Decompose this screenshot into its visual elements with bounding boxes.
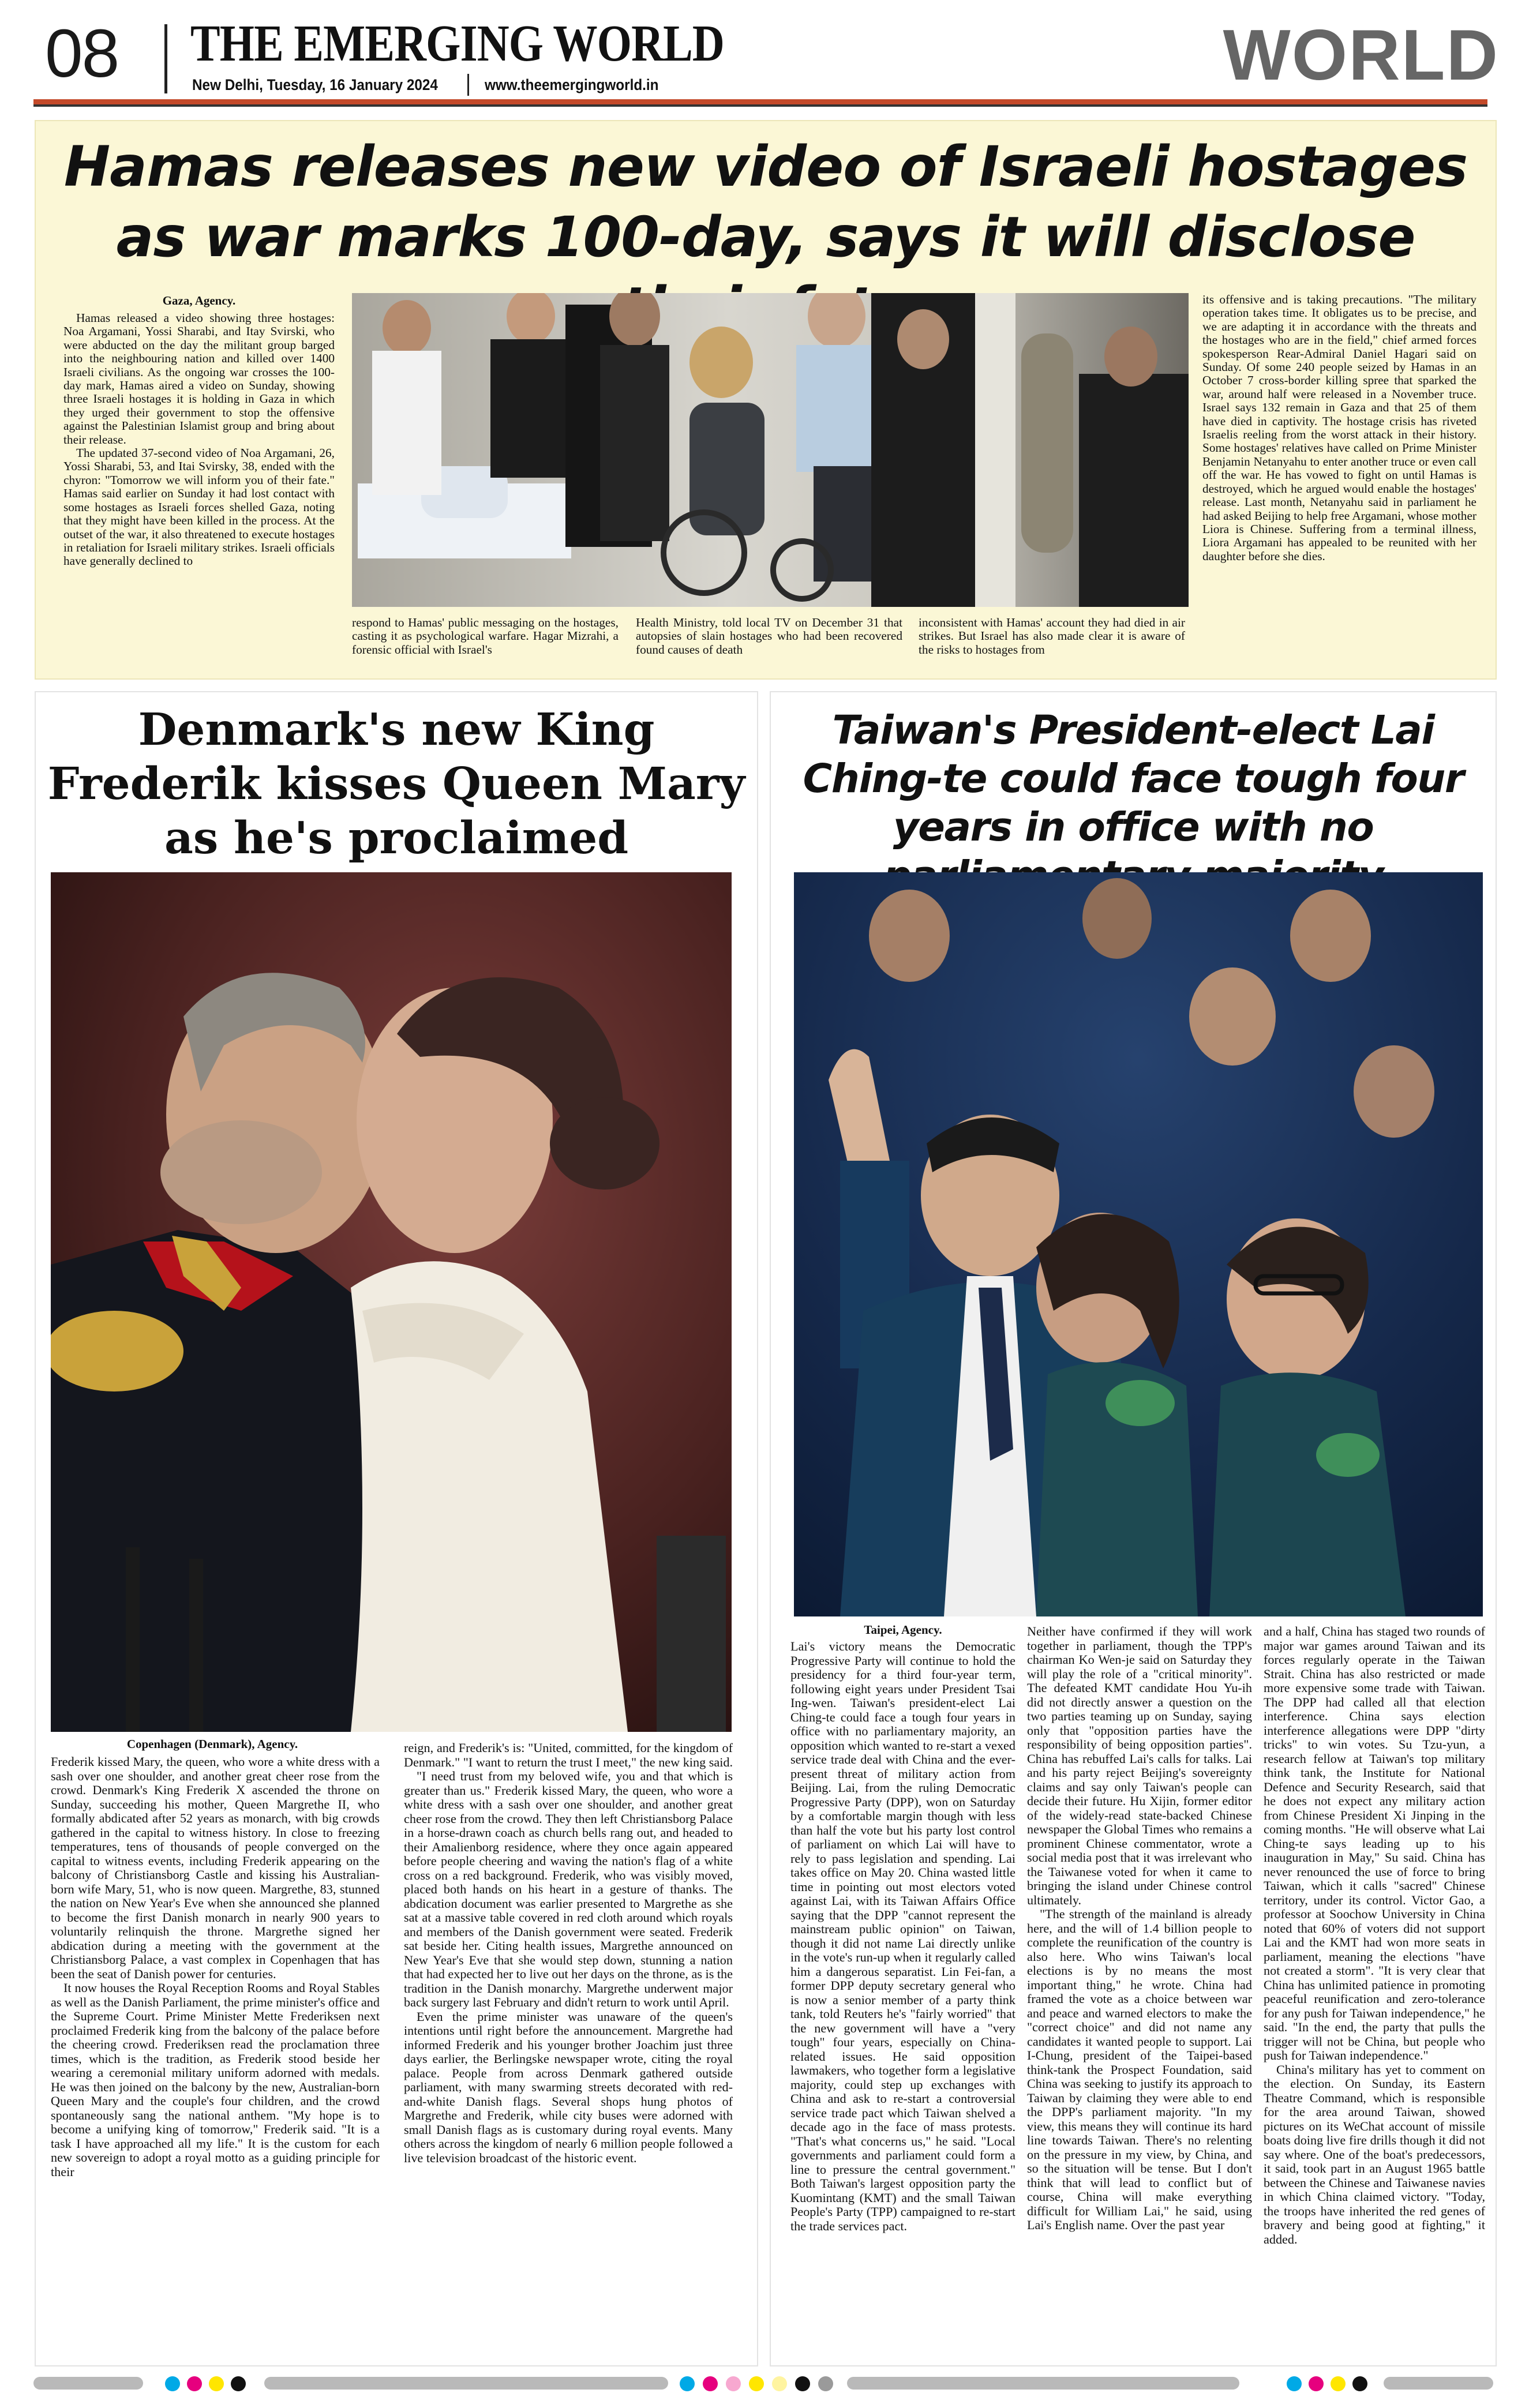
top-story-paragraph: Health Ministry, told local TV on December 31 that autopsies of slain hostages who had been recovered found causes of death [636,616,902,657]
taiwan-story-column-1 [790,1640,1015,2355]
top-story-column-1 [63,293,335,672]
denmark-story-paragraph: reign, and Frederik's is: "United, committed, for the kingdom of Denmark." "I want to return the trust I meet," the new king said. [404,1741,733,1769]
denmark-story-paragraph: It now houses the Royal Reception Rooms and Royal Stables as well as the Danish Parliament, the prime minister's office and the Supreme Court. Prime Minister Mette Frederiksen next proclaimed Frederik king from the balcony of the palace before the cheering crowd. Frederiksen read the proclamation three times, which is the tradition, as Frederik stood beside her wearing a ceremonial military uniform adorned with medals. He was then joined on the balcony by the new, Australian-born Queen Mary and the couple's four children, and the crowd spontaneously sang the national anthem. "My hope is to become a unifying king of tomorrow," Frederik said. "It is a task I have approached all my life." It is the custom for each new sovereign to adopt a royal motto as a guiding principle for their [51,1981,380,2179]
hostages-photo [352,293,1189,607]
taiwan-story-headline: Taiwan's President-elect Lai Ching-te could face tough four years in office with no [803,707,1464,850]
newspaper-name: THE EMERGING WORLD [190,15,724,72]
denmark-story-paragraph: Even the prime minister was unaware of the queen's intentions until right before the announcement. Margrethe had informed Frederik and his younger brother Joachim just three days earlier, the Berlingske newspaper wrote, citing the royal palace. People from across Denmark gathered outside parliament, with many swarming streets decorated with red-and-white Danish flags. Several shops hung photos of Margrethe and Frederik, while city buses were adorned with small Danish flags as is customary during royal events. Many others across the kingdom of nearly 6 million people followed a live television broadcast of the historic event. [404,2009,733,2165]
top-story-column-5 [1202,293,1476,672]
king-queen-kiss-photo [51,872,732,1732]
page-number: 08 [45,16,119,92]
denmark-story-headline: Denmark's new King Frederik kisses Queen Mary as he's proclaimed [47,704,745,864]
top-story-column-2 [352,616,619,674]
light-magenta-registration-dot [726,2376,741,2391]
top-story-paragraph: respond to Hamas' public messaging on the hostages, casting it as psychological warfare. Hagar Mizrahi, a forensic official with Israel's [352,616,619,657]
color-bar-segment [33,2377,143,2390]
denmark-story-column-1 [51,1755,380,2355]
magenta-registration-dot [1309,2376,1324,2391]
top-story-paragraph: inconsistent with Hamas' account they had died in air strikes. But Israel has also made clear it is aware of the risks to hostages from [919,616,1185,657]
section-label: WORLD [1223,16,1499,95]
lai-ching-te-victory-photo [794,872,1483,1616]
light-yellow-registration-dot [772,2376,787,2391]
top-story-byline: Gaza, Agency. [162,294,236,307]
magenta-registration-dot [703,2376,718,2391]
denmark-story-paragraph: Frederik kissed Mary, the queen, who wore a white dress with a sash over one shoulder, and another great cheer rose from the crowd. Denmark's King Frederik X ascended the throne on Sunday, succeeding his mother, Queen Margrethe II, who formally abdicated after 52 years as monarch, with big crowds gathered in the capital to witness history. In close to freezing temperatures, tens of thousands of people converged on the capital to witness events, including Frederik appearing on the balcony of Christiansborg Castle and kissing his Australian-born wife Mary, 51, who is now queen. Margrethe, 83, stunned the nation on New Year's Eve when she announced she planned to become the first Danish monarch in nearly 900 years to voluntarily relinquish the throne. Margrethe signed her abdication during a meeting with the government at the Christiansborg Palace, a vast complex in Copenhagen that has been the seat of Danish power for centuries. [51,1755,380,1981]
print-color-bar [33,2371,1493,2392]
cyan-registration-dot [1287,2376,1302,2391]
taiwan-story-column-2 [1027,1625,1252,2355]
color-bar-segment [264,2377,668,2390]
top-story-column-3 [636,616,902,674]
color-bar-segment [1384,2377,1493,2390]
cyan-registration-dot [680,2376,695,2391]
yellow-registration-dot [1331,2376,1346,2391]
color-bar-segment [847,2377,1239,2390]
website-url[interactable]: www.theemergingworld.in [485,76,659,93]
taiwan-story-paragraph: Neither have confirmed if they will work together in parliament, though the TPP's chairman Ko Wen-je said on Saturday they will play the role of a "critical minority". The defeated KMT candidate Hou Yu-ih did not directly answer a question on the two parties teaming up on Sunday, saying only that "opposition parties have the responsibility of being opposition parties". China has rebuffed Lai's calls for talks. Lai and his party reject Beijing's sovereignty claims and say only Taiwan's people can decide their future. Hu Xijin, former editor of the widely-read state-backed Chinese newspaper the Global Times who remains a prominent Chinese commentator, wrote a social media post that it was irrelevant who the Taiwanese voted for when it came to bringing the island under Chinese control ultimately. [1027,1625,1252,1907]
top-story-paragraph: its offensive and is taking precautions. "The military operation takes time. It obligates us to be precise, and we are adapting it in accordance with the threats and the hostages who are in the field," chief armed forces spokesperson Rear-Admiral Daniel Hagari said on Sunday. Of some 240 people seized by Hamas in an October 7 cross-border killing spree that sparked the war, around half were released in a November truce. Israel says 132 remain in Gaza and that 25 of them have died in captivity. The hostage crisis has riveted Israelis reeling from the worst attack in their history. Some hostages' relatives have called on Prime Minister Benjamin Netanyahu to enter another truce or even call off the war. He has vowed to fight on until Hamas is destroyed, which he argued would enable the hostages' release. Last month, Netanyahu said in parliament he had asked Beijing to help free Argamani, whose mother Liora is Chinese. Suffering from a terminal illness, Liora Argamani has appealed to be reunited with her daughter before she dies. [1202,293,1476,563]
denmark-story-byline: Copenhagen (Denmark), Agency. [126,1737,298,1751]
taiwan-story-byline: Taipei, Agency. [864,1623,942,1637]
denmark-story [36,692,757,2365]
top-story-headline: Hamas releases new video of Israeli hostages as war marks 100-day, says it will disclose [63,134,1468,269]
masthead-rule [33,104,1487,107]
taiwan-story-paragraph: "The strength of the mainland is already here, and the will of 1.4 billion people to complete the reunification of the country is also here. Who wins Taiwan's local elections is by no means the most important thing," he wrote. China had framed the vote as a choice between war and peace and warned electors to make the "correct choice" and did not name any candidates it wanted people to support. Lai I-Chung, president of the Taipei-based think-tank the Prospect Foundation, said China was seeking to justify its approach to Taiwan by claiming they were able to end the DPP's parliament majority. "In my view, this means they will continue its hard line towards Taiwan. There's no relenting on the pressure in my view, by China, and so the situation will be tense. But I don't think that will lead to conflict but of course, China will make everything difficult for William Lai," he said, using Lai's English name. Over the past year [1027,1907,1252,2232]
yellow-registration-dot [209,2376,224,2391]
black-registration-dot [1352,2376,1367,2391]
taiwan-story-column-3 [1264,1625,1485,2355]
taiwan-story-paragraph: and a half, China has staged two rounds of major war games around Taiwan and its forces regularly operate in the Taiwan Strait. China has also restricted or made more expensive some trade with Taiwan. The DPP had called all that election interference. China says election interference allegations were DPP "dirty tricks" to win votes. Su Tzu-yun, a research fellow at Taiwan's top military think tank, the Institute for National Defence and Security Research, said that he does not expect any military action from Chinese President Xi Jinping in the coming months. "He will observe what Lai Ching-te says leading up to his inauguration in May," Su said. China has never renounced the use of force to bring Taiwan, which it calls "sacred" Chinese territory, under its control. Victor Gao, a professor at Soochow University in China noted that 60% of voters did not support Lai and the KMT had won more seats in parliament, meaning the elections "have not created a storm". "It is very clear that China has unlimited patience in promoting peaceful reunification and zero-tolerance for any push for Taiwan independence," he said. "In the end, the party that pulls the trigger will not be China, but people who push for Taiwan independence." [1264,1625,1485,2062]
taiwan-story-paragraph: Lai's victory means the Democratic Progressive Party will continue to hold the presidency for a third four-year term, following eight years under President Tsai Ing-wen. Taiwan's president-elect Lai Ching-te could face a tough four years in office with no parliamentary majority, an opposition which wanted to re-start a vexed service trade deal with China and the ever-present threat of military action from Beijing. Lai, from the ruling Democratic Progressive Party (DPP), won on Saturday by a comfortable margin though with less than half the vote but his party lost control of parliament on which Lai will have to rely to pass legislation and spending. Lai takes office on May 20. China wasted little time in pointing out most electors voted against Lai, with its Taiwan Affairs Office saying that the DPP "cannot represent the mainstream public opinion" on Taiwan, though it did not name Lai directly unlike in the vote's run-up when it regularly called him a dangerous separatist. Lin Fei-fan, a former DPP deputy secretary general who is now a senior member of a party think tank, told Reuters he's "fairly worried" that the new government will have a "very tough" four years, especially on China-related issues. He said opposition lawmakers, who together form a legislative majority, could step up exchanges with China and ask to re-start a controversial service trade pact which Taiwan shelved a decade ago in the face of mass protests. "That's what concerns us," he said. "Local governments and parliament could form a line to pressure the central government." Both Taiwan's largest opposition party the Kuomintang (KMT) and the small Taiwan People's Party (TPP) campaigned to re-start the trade services pact. [790,1640,1015,2233]
denmark-story-column-2 [404,1741,733,2355]
magenta-registration-dot [187,2376,202,2391]
top-story-column-4 [919,616,1185,674]
top-story-paragraph: The updated 37-second video of Noa Argamani, 26, Yossi Sharabi, 53, and Itai Svirsky, 38, ended with the chyron: "Tomorrow we will inform you of their fate." Hamas said earlier on Sunday it had lost contact with some hostages as Israeli forces shelled Gaza, noting that they might have been killed in the process. At the outset of the war, it also threatened to execute hostages in retaliation for Israeli military strikes. Israeli officials have generally declined to [63,446,335,568]
cyan-registration-dot [165,2376,180,2391]
black-registration-dot [231,2376,246,2391]
taiwan-story-paragraph: China's military has yet to comment on the election. On Sunday, its Eastern Theatre Command, which is responsible for the area around Taiwan, showed pictures on its WeChat account of missile boats doing live fire drills though it did not say where. One of the boat's predecessors, it said, took part in an August 1965 battle between the Chinese and Taiwanese navies in which China claimed victory. "Today, the troops have inherited the red genes of bravery and being good at fighting," it added. [1264,2062,1485,2246]
top-story [36,121,1496,678]
denmark-story-paragraph: "I need trust from my beloved wife, you and that which is greater than us." Frederik kissed Mary, the queen, who wore a white dress with a sash over one shoulder, and another great cheer rose from the crowd. They then left Christiansborg Palace in a horse-drawn coach as church bells rang out, and headed to their Amalienborg residence, where they once again appeared before people cheering and waving the nation's flag of a white cross on a red background. Frederik, who was visibly moved, placed both hands on his heart in a gesture of thanks. The abdication document was earlier presented to Margrethe as she sat at a massive table covered in red cloth around which royals and members of the Danish government were seated. Frederik sat beside her. Citing health issues, Margrethe announced on New Year's Eve that she would step down, stunning a nation that had expected her to live out her days on the throne, as is the tradition in the Danish monarchy. Margrethe underwent major back surgery last February and didn't return to work until April. [404,1769,733,2009]
masthead-divider [164,24,167,93]
taiwan-story [771,692,1496,2365]
black-registration-dot [795,2376,810,2391]
dateline: New Delhi, Tuesday, 16 January 2024 [192,76,438,93]
top-story-paragraph: Hamas released a video showing three hostages: Noa Argamani, Yossi Sharabi, and Itay Svirski, who were abducted on the day the militant group barged into the neighbouring nation and killed over 1400 Israeli civilians. As the ongoing war crosses the 100-day mark, Hamas aired a video on Sunday, showing three Israeli hostages it is holding in Gaza in which they urged their government to stop the offensive against the Palestinian Islamist group and bring about their release. [63,311,335,447]
dateline-separator [467,74,469,96]
grey-registration-dot [818,2376,833,2391]
yellow-registration-dot [749,2376,764,2391]
masthead-accent-rule [33,99,1487,104]
